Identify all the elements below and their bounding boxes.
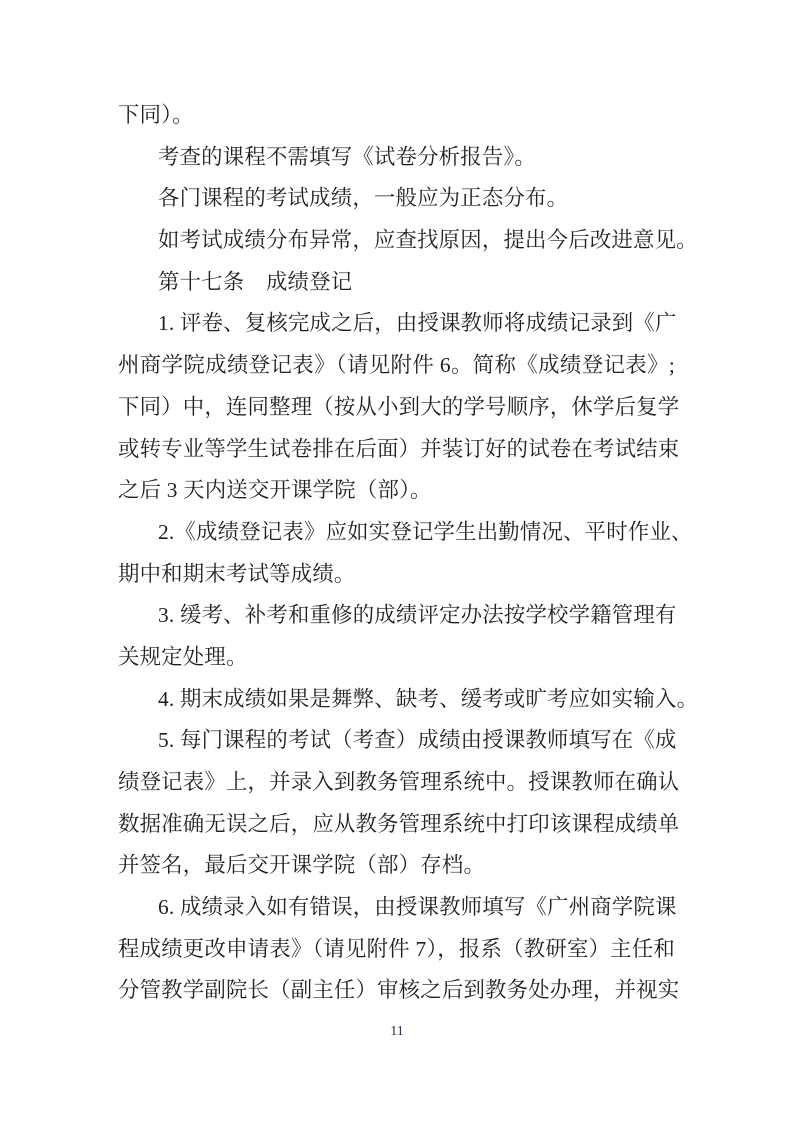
text-line: 期中和期末考试等成绩。 bbox=[118, 561, 356, 586]
document-body bbox=[118, 95, 699, 1012]
text-line: 1. 评卷、复核完成之后，由授课教师将成绩记录到《广 bbox=[158, 311, 677, 336]
text-line: 分管教学副院长（副主任）审核之后到教务处办理，并视实 bbox=[118, 978, 680, 1003]
numbered-item-5 bbox=[118, 720, 680, 887]
text-line: 下同）中，连同整理（按从小到大的学号顺序，休学后复学 bbox=[118, 394, 680, 419]
text-line: 6. 成绩录入如有错误，由授课教师填写《广州商学院课 bbox=[158, 895, 677, 920]
numbered-item-1 bbox=[118, 303, 680, 511]
numbered-item-4 bbox=[118, 679, 699, 721]
body-paragraph bbox=[118, 178, 675, 220]
page-number: 11 bbox=[390, 1024, 404, 1039]
text-line: 或转专业等学生试卷排在后面）并装订好的试卷在考试结束 bbox=[118, 436, 680, 461]
text-line: 第十七条 成绩登记 bbox=[158, 269, 353, 294]
text-line: 各门课程的考试成绩，一般应为正态分布。 bbox=[158, 186, 569, 211]
text-line: 5. 每门课程的考试（考查）成绩由授课教师填写在《成 bbox=[158, 728, 677, 753]
text-line: 程成绩更改申请表》（请见附件 7），报系（教研室）主任和 bbox=[118, 936, 675, 961]
numbered-item-6 bbox=[118, 887, 680, 1012]
text-line: 之后 3 天内送交开课学院（部）。 bbox=[118, 478, 432, 503]
text-line: 考查的课程不需填写《试卷分析报告》。 bbox=[158, 144, 536, 169]
text-line: 并签名，最后交开课学院（部）存档。 bbox=[118, 853, 486, 878]
body-paragraph bbox=[118, 137, 675, 179]
text-line: 数据准确无误之后，应从教务管理系统中打印该课程成绩单 bbox=[118, 811, 680, 836]
body-paragraph bbox=[118, 220, 698, 262]
article-heading bbox=[118, 262, 675, 304]
text-line: 关规定处理。 bbox=[118, 644, 248, 669]
continuation-paragraph bbox=[118, 95, 675, 137]
numbered-item-3 bbox=[118, 595, 675, 678]
numbered-item-2 bbox=[118, 512, 693, 595]
text-line: 州商学院成绩登记表》（请见附件 6。简称《成绩登记表》; bbox=[118, 353, 675, 378]
text-line: 2.《成绩登记表》应如实登记学生出勤情况、平时作业、 bbox=[158, 519, 693, 544]
text-line: 下同）。 bbox=[118, 103, 194, 127]
text-line: 如考试成绩分布异常，应查找原因，提出今后改进意见。 bbox=[158, 228, 698, 253]
text-line: 4. 期末成绩如果是舞弊、缺考、缓考或旷考应如实输入。 bbox=[158, 686, 699, 711]
text-line: 3. 缓考、补考和重修的成绩评定办法按学校学籍管理有 bbox=[158, 603, 677, 628]
text-line: 绩登记表》上，并录入到教务管理系统中。授课教师在确认 bbox=[118, 770, 680, 794]
